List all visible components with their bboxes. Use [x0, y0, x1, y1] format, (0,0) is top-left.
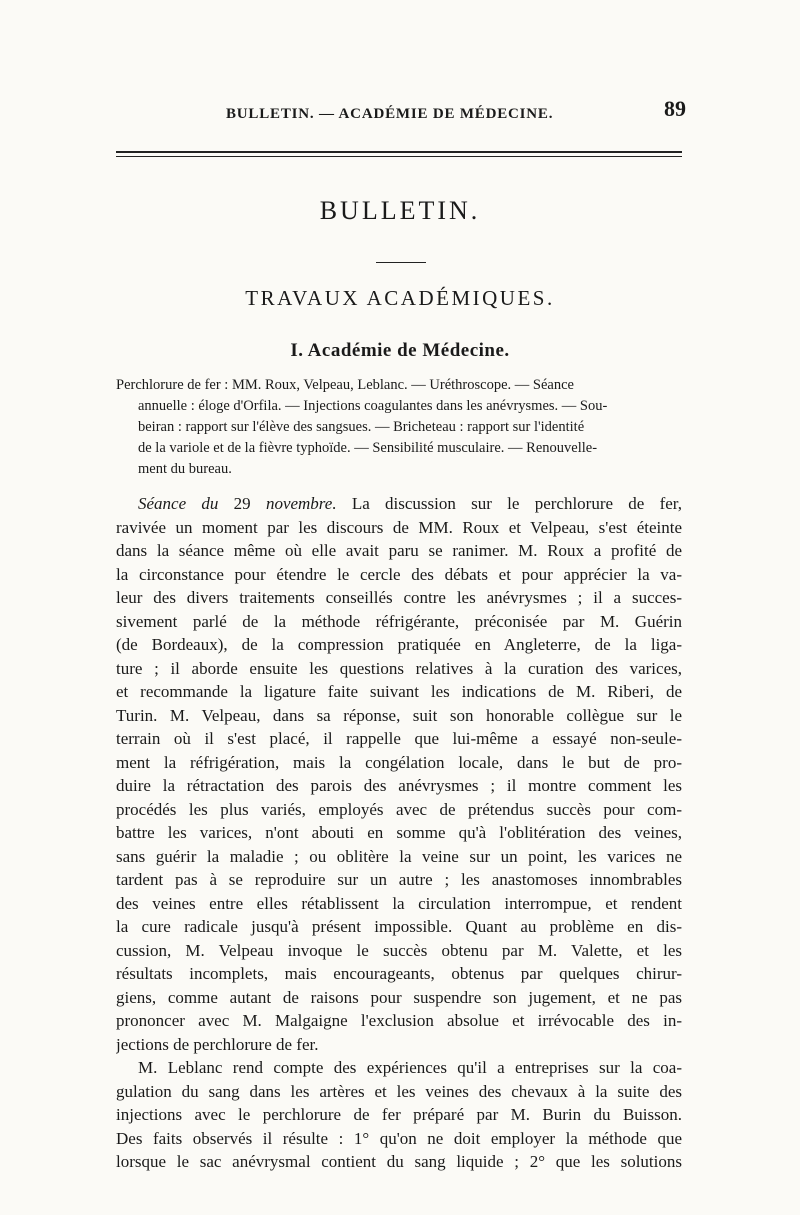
body-line: des veines entre elles rétablissent la circulation interrompue, et rendent	[116, 893, 682, 913]
paragraph-first-line	[116, 492, 682, 516]
summary-line: de la variole et de la fièvre typhoïde. — Sensibilité musculaire. — Renouvelle-	[138, 440, 598, 456]
body-line: giens, comme autant de raisons pour suspendre son jugement, et ne pas	[116, 987, 682, 1007]
body-line: injections avec le perchlorure de fer préparé par M. Burin du Buisson.	[116, 1105, 682, 1124]
summary-line: Perchlorure de fer : MM. Roux, Velpeau, Leblanc. — Uréthroscope. — Séance	[116, 377, 574, 393]
body-line: ture ; il aborde ensuite les questions relatives à la curation des varices,	[116, 658, 682, 678]
body-line: (de Bordeaux), de la compression pratiquée en Angleterre, de la liga-	[116, 635, 682, 654]
summary-block	[116, 375, 682, 480]
body-line: cussion, M. Velpeau invoque le succès obtenu par M. Valette, et les	[116, 940, 682, 960]
body-line: leur des divers traitements conseillés contre les anévrysmes ; il a succes-	[116, 588, 682, 607]
body-line: Des faits observés il résulte : 1° qu'on ne doit employer la méthode que	[116, 1128, 682, 1148]
body-line: jections de perchlorure de fer.	[116, 1034, 319, 1054]
summary-line: annuelle : éloge d'Orfila. — Injections coagulantes dans les anévrysmes. — Sou-	[138, 398, 608, 414]
body-line: tardent pas à se reproduire sur un autre ; les anastomoses innombrables	[116, 870, 682, 889]
body-line: lorsque le sac anévrysmal contient du sang liquide ; 2° que les solutions	[116, 1152, 682, 1171]
seance-label: Séance du	[138, 494, 219, 513]
seance-month: novembre.	[265, 494, 337, 513]
header-rule-thick	[116, 151, 682, 153]
body-line: M. Leblanc rend compte des expériences qu'il a entreprises sur la coa-	[138, 1058, 682, 1077]
header-rule-thin	[116, 156, 682, 157]
body-line: la cure radicale jusqu'à présent impossible. Quant au problème en dis-	[116, 917, 682, 936]
body-line: procédés les plus variés, employés avec de prétendus succès pour com-	[116, 799, 682, 819]
page-title: BULLETIN.	[319, 196, 481, 225]
seance-date: 29	[233, 494, 251, 513]
section-title: TRAVAUX ACADÉMIQUES.	[245, 286, 555, 310]
body-text	[116, 492, 682, 1174]
body-line: et recommande la ligature faite suivant les indications de M. Riberi, de	[116, 682, 682, 701]
body-line: gulation du sang dans les artères et les veines des chevaux à la suite des	[116, 1081, 682, 1101]
running-title: BULLETIN. — ACADÉMIE DE MÉDECINE.	[226, 106, 554, 122]
body-line: Turin. M. Velpeau, dans sa réponse, suit son honorable collègue sur le	[116, 705, 682, 725]
summary-line: beiran : rapport sur l'élève des sangsues. — Bricheteau : rapport sur l'identité	[138, 419, 585, 435]
body-line: prononcer avec M. Malgaigne l'exclusion absolue et irrévocable des in-	[116, 1011, 682, 1030]
body-line: terrain où il s'est placé, il rappelle que lui-même a essayé non-seule-	[116, 729, 682, 748]
body-line: la circonstance pour étendre le cercle des débats et pour apprécier la va-	[116, 564, 682, 584]
title-divider	[376, 262, 426, 263]
body-line: ment la réfrigération, mais la congélation locale, dans le but de pro-	[116, 752, 682, 772]
body-line: battre les varices, n'ont abouti en somme qu'à l'oblitération des veines,	[116, 823, 682, 842]
first-line-rest: La discussion sur le perchlorure de fer,	[351, 494, 682, 513]
body-line: dans la séance même où elle avait paru se ranimer. M. Roux a profité de	[116, 541, 682, 560]
body-line: ravivée un moment par les discours de MM. Roux et Velpeau, s'est éteinte	[116, 517, 682, 537]
body-line: résultats incomplets, mais encourageants, obtenus par quelques chirur-	[116, 964, 682, 983]
summary-line: ment du bureau.	[138, 461, 232, 477]
body-line: sivement parlé de la méthode réfrigérante, préconisée par M. Guérin	[116, 611, 682, 631]
page-number: 89	[664, 96, 686, 121]
running-head	[116, 96, 686, 130]
body-line: sans guérir la maladie ; ou oblitère la veine sur un point, les varices ne	[116, 846, 682, 866]
body-line: duire la rétractation des parois des anévrysmes ; il montre comment les	[116, 776, 682, 795]
subsection-title: I. Académie de Médecine.	[290, 340, 510, 361]
